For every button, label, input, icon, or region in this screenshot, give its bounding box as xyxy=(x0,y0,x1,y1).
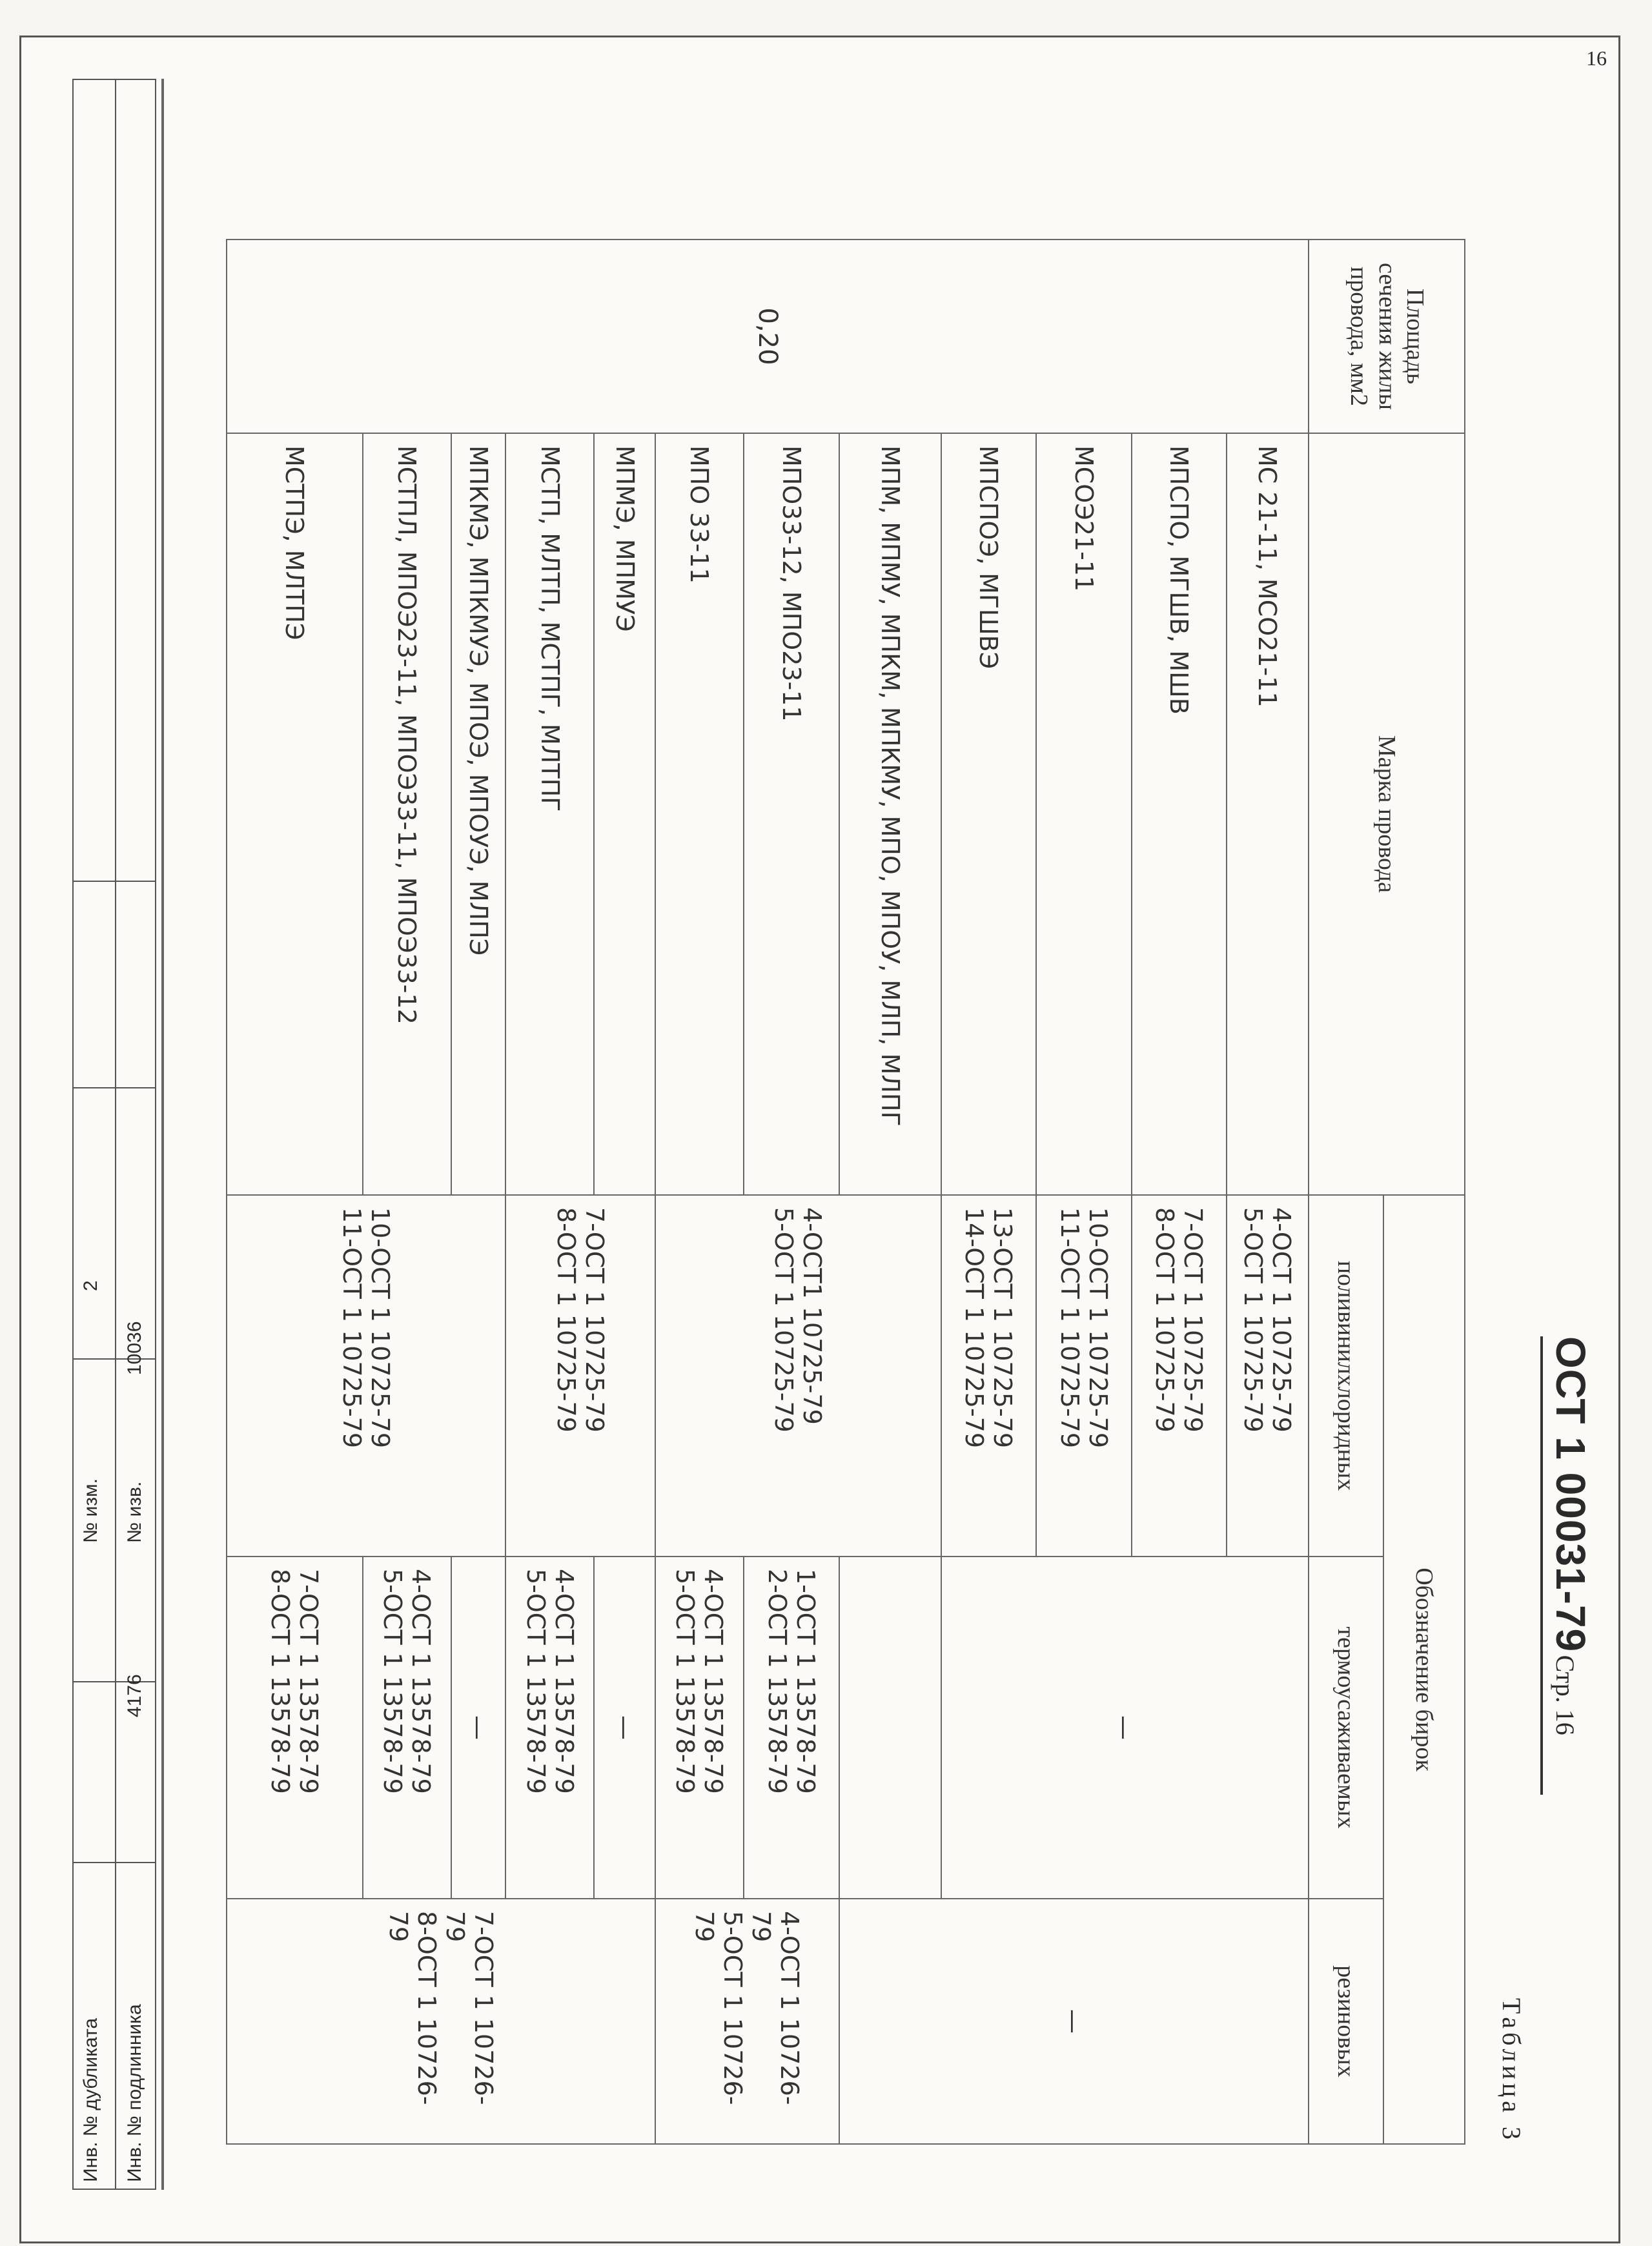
mark-cell: МСТПЭ, МЛТПЭ xyxy=(227,433,363,1195)
mark-cell: МСТП, МЛТП, МСТПГ, МЛТПГ xyxy=(505,433,594,1195)
mark-cell: МСОЭ21-11 xyxy=(1036,433,1132,1195)
pvc-cell: 13-ОСТ 1 10725-79 14-ОСТ 1 10725-79 xyxy=(941,1195,1037,1557)
stamp-column xyxy=(72,79,156,2190)
heat-cell: 7-ОСТ 1 13578-79 8-ОСТ 1 13578-79 xyxy=(227,1557,363,1899)
heat-dash-cell: — xyxy=(594,1557,655,1899)
mark-column-header: Марка провода xyxy=(1309,433,1465,1195)
rubber-cell: 7-ОСТ 1 10726-79 8-ОСТ 1 10726-79 xyxy=(227,1899,655,2144)
table-row xyxy=(744,240,839,2144)
pvc-cell: 10-ОСТ 1 10725-79 11-ОСТ 1 10725-79 xyxy=(227,1195,505,1557)
wire-tag-table xyxy=(226,239,1465,2145)
area-column-header: Площадь сечения жилы провода, мм2 xyxy=(1309,240,1465,433)
table-row xyxy=(363,240,451,2144)
table-caption: Таблица 3 xyxy=(1497,1997,1526,2143)
table-header-row xyxy=(1383,240,1465,2144)
heat-dash-cell: — xyxy=(451,1557,505,1899)
change-number-label: № изм. xyxy=(80,1478,101,1543)
mark-cell: МПМЭ, МПМУЭ xyxy=(594,433,655,1195)
pvc-cell: 7-ОСТ 1 10725-79 8-ОСТ 1 10725-79 xyxy=(505,1195,655,1557)
header-underline xyxy=(1540,1336,1543,1795)
pvc-cell: 7-ОСТ 1 10725-79 8-ОСТ 1 10725-79 xyxy=(1132,1195,1227,1557)
mark-cell: МС 21-11, МСО21-11 xyxy=(1227,433,1308,1195)
page-number: 16 xyxy=(1586,46,1607,70)
pvc-cell: 4-ОСТ 1 10725-79 5-ОСТ 1 10725-79 xyxy=(1227,1195,1308,1557)
table-row xyxy=(1227,240,1308,2144)
mark-cell: МПО33-12, МПО23-11 xyxy=(744,433,839,1195)
table-row xyxy=(451,240,505,2144)
mark-cell: МПМ, МПМУ, МПКМ, МПКМУ, МПО, МПОУ, МЛП, МЛПГ xyxy=(839,433,941,1195)
tags-group-header: Обозначение бирок xyxy=(1383,1195,1465,2144)
heat-cell: 4-ОСТ 1 13578-79 5-ОСТ 1 13578-79 xyxy=(505,1557,594,1899)
area-cell: 0,20 xyxy=(227,240,1309,433)
inv-original-label: Инв. № подлинника xyxy=(124,2004,145,2182)
notice-number-label: № изв. xyxy=(124,1481,145,1543)
table-row xyxy=(839,240,941,2144)
rubber-dash-cell: — xyxy=(839,1899,1309,2144)
heat-cell: 4-ОСТ 1 13578-79 5-ОСТ 1 13578-79 xyxy=(655,1557,744,1899)
mark-cell: МПСПОЭ, МГШВЭ xyxy=(941,433,1037,1195)
inv-duplicate-label: Инв. № дубликата xyxy=(80,2017,101,2182)
pvc-column-header: поливинилхлоридных xyxy=(1309,1195,1383,1557)
table-row xyxy=(227,240,363,2144)
document-header xyxy=(1547,1336,1595,1735)
mark-cell: МПСПО, МГШВ, МШВ xyxy=(1132,433,1227,1195)
change-number-value: 2 xyxy=(80,1280,101,1291)
heat-dash-cell: — xyxy=(941,1557,1309,1899)
sheet-edge-line xyxy=(161,79,164,2190)
table-row xyxy=(505,240,594,2144)
heat-cell: 4-ОСТ 1 13578-79 5-ОСТ 1 13578-79 xyxy=(363,1557,451,1899)
inv-original-value: 4176 xyxy=(124,1674,145,1717)
rotated-table-area xyxy=(226,239,1594,2143)
rubber-column-header: резиновых xyxy=(1309,1899,1383,2144)
mark-cell: МПКМЭ, МПКМУЭ, МПОЭ, МПОУЭ, МЛПЭ xyxy=(451,433,505,1195)
mark-cell: МПО 33-11 xyxy=(655,433,744,1195)
document-code: ОСТ 1 00031-79 xyxy=(1547,1336,1594,1653)
heat-shrink-column-header: термоусаживаемых xyxy=(1309,1557,1383,1899)
table-row xyxy=(655,240,744,2144)
pvc-cell: 10-ОСТ 1 10725-79 11-ОСТ 1 10725-79 xyxy=(1036,1195,1132,1557)
notice-number-value: 10036 xyxy=(124,1321,145,1375)
heat-cell: 1-ОСТ 1 13578-79 2-ОСТ 1 13578-79 xyxy=(744,1557,839,1899)
mark-cell: МСТПЛ, МПОЭ23-11, МПОЭ33-11, МПОЭ33-12 xyxy=(363,433,451,1195)
page-label: Стр. 16 xyxy=(1551,1655,1580,1735)
rubber-cell: 4-ОСТ 1 10726-79 5-ОСТ 1 10726-79 xyxy=(655,1899,839,2144)
table-row xyxy=(594,240,655,2144)
pvc-cell: 4-ОСТ1 10725-79 5-ОСТ 1 10725-79 xyxy=(655,1195,941,1557)
